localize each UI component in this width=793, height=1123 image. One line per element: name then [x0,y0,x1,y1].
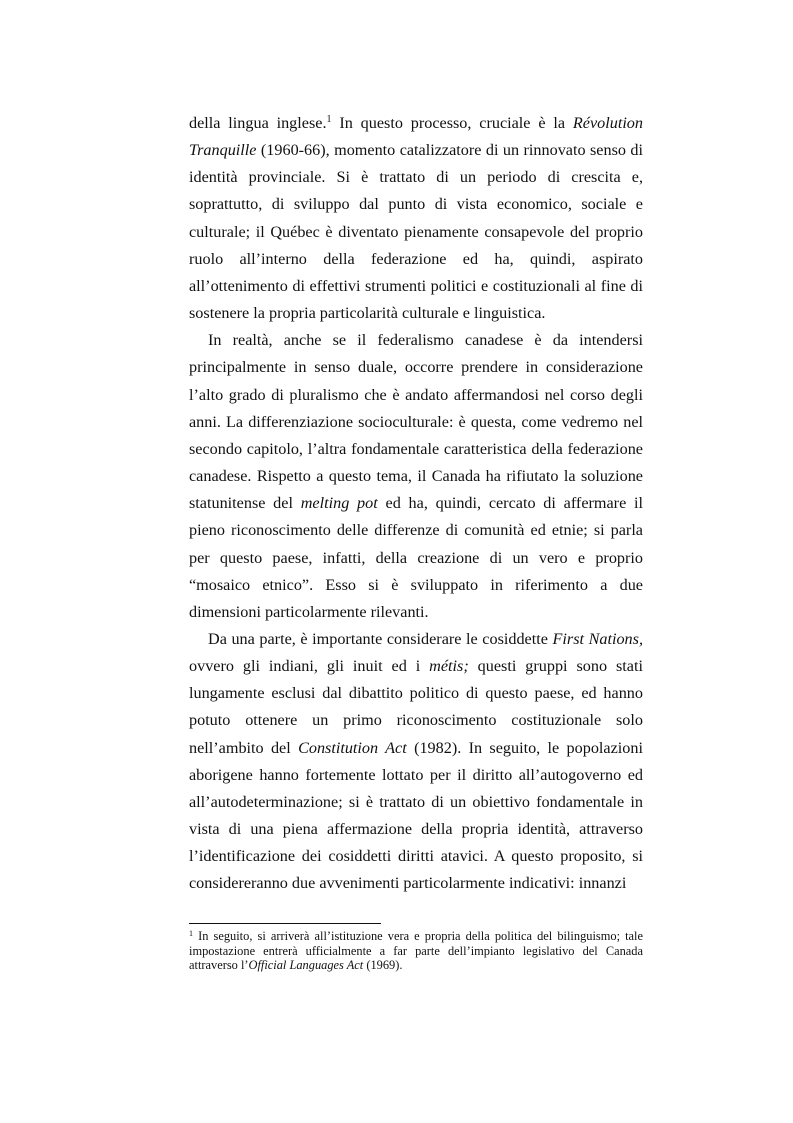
text-run: questi gruppi sono stati lungamente esclusi dal dibattito politico di questo paese, ed hanno potuto ottenere un primo riconoscimento costituzionale solo nell’ambito del [189,657,643,757]
footnote-separator [189,923,381,924]
text-run: (1982). In seguito, le popolazioni aborigene hanno fortemente lottato per il diritto all’autogoverno ed all’autodeterminazione; si è trattato di un obiettivo fondamentale in vista di una piena affermazione della propria identità, attraverso l’identificazione dei cosiddetti diritti atavici. A questo proposito, si considereranno due avvenimenti particolarmente indicativi: innanzi [189,738,643,893]
text-run: ed ha, quindi, cercato di affermare il pieno riconoscimento delle differenze di comunità ed etnie; si parla per questo paese, infatti, della creazione di un vero e proprio “mosaico etnico”. Esso si è sviluppato in riferimento a due dimensioni particolarmente rilevanti. [189,494,644,621]
footnote-mark: 1 [189,929,193,938]
footnote-reference: 1 [326,114,332,125]
text-run: (1969). [363,958,403,973]
italic-term-metis: métis; [429,657,469,676]
italic-term-first-nations: First Nations, [552,629,643,648]
text-run: della lingua inglese. [189,114,327,132]
footnote-1 [189,929,643,973]
italic-term-official-languages-act: Official Languages Act [248,958,364,973]
text-run: ovvero gli indiani, gli inuit ed i [189,657,430,676]
italic-term-melting-pot: melting pot [300,494,378,513]
text-run: Da una parte, è importante considerare le cosiddette [208,629,553,648]
paragraph-1 [189,110,643,327]
paragraph-3 [189,626,643,898]
text-run: (1960-66), momento catalizzatore di un rinnovato senso di identità provinciale. Si è trattato di un periodo di crescita e, soprattutto, di sviluppo dal punto di vista economico, sociale e culturale; il Québec è diventato pienamente consapevole del proprio ruolo all’interno della federazione ed ha, quindi, aspirato all’ottenimento di effettivi strumenti politici e costituzionali al fine di sostenere la propria particolarità culturale e linguistica. [189,141,643,323]
body-text [189,110,643,898]
italic-term-constitution-act: Constitution Act [298,738,407,757]
text-run: In questo processo, cruciale è la [331,114,573,132]
text-run: In realtà, anche se il federalismo canadese è da intendersi principalmente in senso duale, occorre prendere in considerazione l’alto grado di pluralismo che è andato affermandosi nel corso degli anni. La differenziazione socioculturale: è questa, come vedremo nel secondo capitolo, l’altra fondamentale caratteristica della federazione canadese. Rispetto a questo tema, il Canada ha rifiutato la soluzione statunitense del [189,331,643,513]
italic-term-revolution-tranquille: Révolution Tranquille [189,114,643,160]
paragraph-2 [189,327,643,626]
text-run: In seguito, si arriverà all’istituzione vera e propria della politica del bilinguismo; tale impostazione entrerà ufficialmente a far parte dell’impianto legislativo del Canada attraverso l’ [189,929,643,973]
